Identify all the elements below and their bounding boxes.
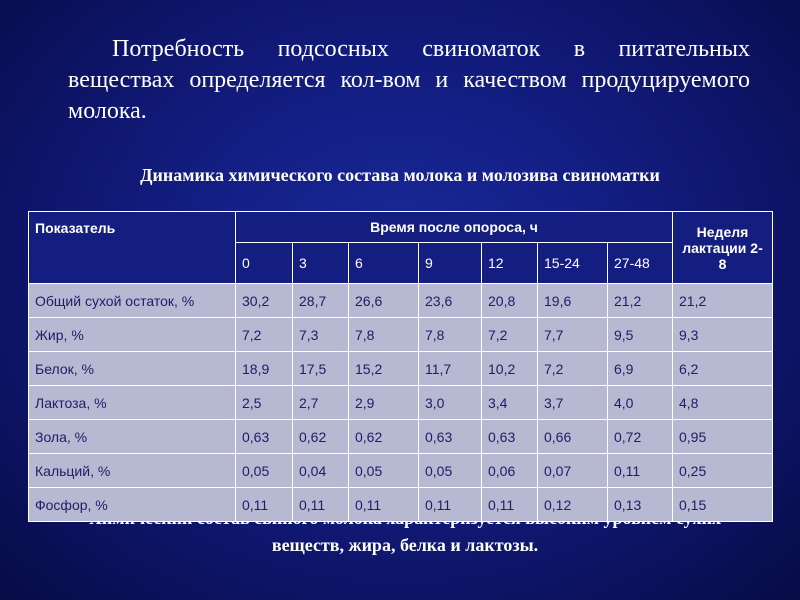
header-hour: 0 <box>236 243 293 284</box>
table-cell: 0,15 <box>673 488 773 522</box>
table-cell: 0,13 <box>608 488 673 522</box>
table-cell: 0,95 <box>673 420 773 454</box>
header-hour: 3 <box>293 243 349 284</box>
header-hour: 6 <box>349 243 419 284</box>
table-cell: 2,9 <box>349 386 419 420</box>
table-cell: 19,6 <box>538 284 608 318</box>
table-cell: 0,11 <box>349 488 419 522</box>
table-row <box>29 488 773 522</box>
table-cell: 18,9 <box>236 352 293 386</box>
table-cell: 7,8 <box>349 318 419 352</box>
table-row <box>29 420 773 454</box>
table-cell: 3,7 <box>538 386 608 420</box>
table-cell: 0,07 <box>538 454 608 488</box>
table-cell: 21,2 <box>673 284 773 318</box>
row-label: Кальций, % <box>29 454 236 488</box>
table-cell: 0,63 <box>482 420 538 454</box>
table-cell: 21,2 <box>608 284 673 318</box>
table-row <box>29 352 773 386</box>
header-indicator: Показатель <box>29 212 236 284</box>
table-cell: 2,7 <box>293 386 349 420</box>
table-cell: 0,11 <box>482 488 538 522</box>
conclusion-text: веществ, жира, белка и лактозы. <box>271 535 539 555</box>
row-label: Зола, % <box>29 420 236 454</box>
table-cell: 0,04 <box>293 454 349 488</box>
header-hour: 27-48 <box>608 243 673 284</box>
table-body <box>29 284 773 522</box>
table-cell: 0,62 <box>349 420 419 454</box>
header-hour: 15-24 <box>538 243 608 284</box>
table-cell: 28,7 <box>293 284 349 318</box>
row-label: Общий сухой остаток, % <box>29 284 236 318</box>
table-cell: 0,63 <box>419 420 482 454</box>
row-label: Белок, % <box>29 352 236 386</box>
row-label: Фосфор, % <box>29 488 236 522</box>
table-cell: 7,2 <box>482 318 538 352</box>
table-row <box>29 318 773 352</box>
table-cell: 7,7 <box>538 318 608 352</box>
table-cell: 20,8 <box>482 284 538 318</box>
table-cell: 15,2 <box>349 352 419 386</box>
table-cell: 7,8 <box>419 318 482 352</box>
table-cell: 9,5 <box>608 318 673 352</box>
table-cell: 0,62 <box>293 420 349 454</box>
table-cell: 0,25 <box>673 454 773 488</box>
table-cell: 0,72 <box>608 420 673 454</box>
table-cell: 0,11 <box>608 454 673 488</box>
table-cell: 0,66 <box>538 420 608 454</box>
table-row <box>29 454 773 488</box>
table-cell: 4,8 <box>673 386 773 420</box>
table-cell: 2,5 <box>236 386 293 420</box>
header-lactation-week: Неделя лактации 2- 8 <box>673 212 773 284</box>
table-cell: 17,5 <box>293 352 349 386</box>
header-time-after-farrowing: Время после опороса, ч <box>236 212 673 243</box>
table-cell: 0,05 <box>349 454 419 488</box>
table-title: Динамика химического состава молока и молозива свиноматки <box>140 165 660 185</box>
table-cell: 10,2 <box>482 352 538 386</box>
table-cell: 3,0 <box>419 386 482 420</box>
header-hour: 12 <box>482 243 538 284</box>
table-cell: 0,11 <box>236 488 293 522</box>
table-cell: 0,05 <box>236 454 293 488</box>
table-cell: 7,2 <box>236 318 293 352</box>
table-cell: 0,06 <box>482 454 538 488</box>
table-cell: 30,2 <box>236 284 293 318</box>
header-hour: 9 <box>419 243 482 284</box>
table-cell: 0,11 <box>419 488 482 522</box>
table-cell: 0,12 <box>538 488 608 522</box>
table-cell: 6,9 <box>608 352 673 386</box>
intro-paragraph: Потребность подсосных свиноматок в питательных веществах определяется кол-вом и качеством продуцируемого молока. <box>68 36 750 124</box>
table-cell: 0,05 <box>419 454 482 488</box>
table-cell: 0,11 <box>293 488 349 522</box>
table-row <box>29 386 773 420</box>
row-label: Лактоза, % <box>29 386 236 420</box>
row-label: Жир, % <box>29 318 236 352</box>
table-cell: 3,4 <box>482 386 538 420</box>
table-cell: 9,3 <box>673 318 773 352</box>
table-cell: 11,7 <box>419 352 482 386</box>
milk-composition-table <box>28 211 773 522</box>
table-cell: 26,6 <box>349 284 419 318</box>
table-cell: 6,2 <box>673 352 773 386</box>
table-cell: 23,6 <box>419 284 482 318</box>
table-row <box>29 284 773 318</box>
table-cell: 4,0 <box>608 386 673 420</box>
table-cell: 7,2 <box>538 352 608 386</box>
table-cell: 7,3 <box>293 318 349 352</box>
table-cell: 0,63 <box>236 420 293 454</box>
